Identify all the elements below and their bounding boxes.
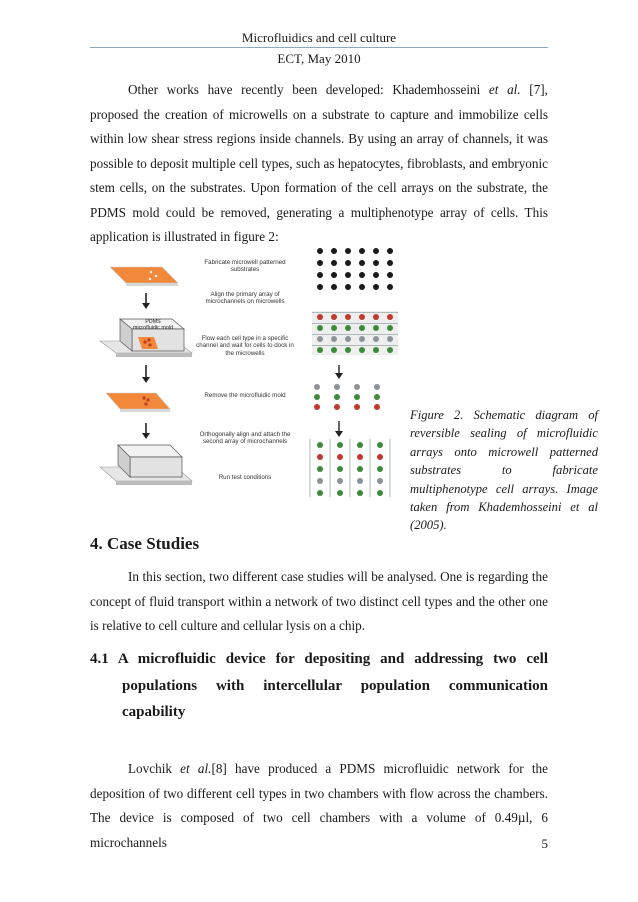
docked-cell <box>331 325 337 331</box>
microwell-dot <box>387 248 393 254</box>
docked-cell <box>345 347 351 353</box>
docked-cell <box>359 347 365 353</box>
array-cell <box>374 384 380 390</box>
microwell-dot <box>387 284 393 290</box>
array-cell <box>337 466 343 472</box>
channel-cell-rows <box>312 311 398 355</box>
docked-cell <box>387 336 393 342</box>
channel-band <box>312 311 398 355</box>
microwell-dot <box>331 248 337 254</box>
figure-step-2: Align the primary array of microchannels on microwells <box>205 291 285 306</box>
microwell-dot <box>373 260 379 266</box>
pdms-mold-label: PDMS microfluidic mold <box>132 319 174 332</box>
docked-cell <box>387 347 393 353</box>
array-cell <box>317 442 323 448</box>
docked-cell <box>345 336 351 342</box>
running-header-date: ECT, May 2010 <box>277 51 361 66</box>
docked-cell <box>331 314 337 320</box>
array-cell <box>354 394 360 400</box>
array-cell <box>354 404 360 410</box>
docked-cell <box>373 347 379 353</box>
flow-arrows-left <box>142 293 150 439</box>
array-cell <box>357 454 363 460</box>
array-cell <box>377 454 383 460</box>
docked-cell <box>373 325 379 331</box>
microwell-dot <box>331 260 337 266</box>
docked-cell <box>359 325 365 331</box>
page-number: 5 <box>541 836 548 851</box>
subsection-heading-line-1: 4.1 A microfluidic device for depositing and addressing two cell <box>90 651 548 667</box>
microwell-dot <box>317 284 323 290</box>
intro-paragraph: Other works have recently been developed: Khademhosseini et al. [7], proposed the creation of microwells on a substrate to capture and immobilize cells within low shear stress regions inside channels. By using an array of channels, it was possible to deposit multiple cell types, such as hepatocytes, fibroblasts, and embryonic stem cells, on the substrates. Upon formation of the cell arrays on the substrate, the PDMS mold could be removed, generating a multiphenotype array of cells. This application is illustrated in figure 2: <box>90 82 548 244</box>
microwell-dot <box>359 260 365 266</box>
docked-cell <box>317 325 323 331</box>
docked-cell <box>317 336 323 342</box>
array-cell <box>374 404 380 410</box>
array-cell <box>334 394 340 400</box>
array-cell <box>337 442 343 448</box>
array-cell <box>337 454 343 460</box>
figure-step-5: Orthogonally align and attach the second array of microchannels <box>199 431 291 446</box>
substrate-plate <box>110 267 178 286</box>
figure-caption: Figure 2. Schematic diagram of reversible sealing of microfluidic arrays onto microwell patterned substrates to fabricate multiphenotype cell arrays. Image taken from Khademhosseini et al (2005). <box>410 408 598 533</box>
subsection-heading <box>90 646 548 726</box>
array-cell <box>377 478 383 484</box>
microwell-dot <box>359 248 365 254</box>
running-header-title: Microfluidics and cell culture <box>241 30 397 45</box>
array-cell <box>317 454 323 460</box>
docked-cell <box>387 314 393 320</box>
docked-cell <box>387 325 393 331</box>
microwell-dot <box>373 272 379 278</box>
array-cell <box>357 466 363 472</box>
figure-2-schematic <box>96 245 400 500</box>
array-cell <box>337 478 343 484</box>
docked-cell <box>345 314 351 320</box>
second-mold-assembly <box>100 445 192 485</box>
array-cell <box>357 490 363 496</box>
microwell-dot <box>387 260 393 266</box>
array-cell <box>377 442 383 448</box>
docked-cell <box>359 314 365 320</box>
microwell-dot <box>373 248 379 254</box>
array-cell <box>314 394 320 400</box>
figure-2-drawing <box>96 245 400 500</box>
flow-arrows-right <box>335 365 343 437</box>
figure-step-6: Run test conditions <box>218 474 272 481</box>
figure-step-1: Fabricate microwell patterned substrates <box>204 259 286 274</box>
docked-cell <box>317 347 323 353</box>
array-cell <box>317 478 323 484</box>
array-cell <box>314 404 320 410</box>
microwell-dot <box>345 272 351 278</box>
header-rule <box>90 47 548 48</box>
microwell-dot <box>317 260 323 266</box>
array-cell <box>374 394 380 400</box>
array-cell <box>334 384 340 390</box>
array-cell <box>317 490 323 496</box>
docked-cell <box>373 336 379 342</box>
microwell-dot-array <box>317 248 393 290</box>
docked-cell <box>345 325 351 331</box>
subsection-heading-line-3: capability <box>122 704 186 720</box>
figure-step-4: Remove the microfluidic mold <box>204 392 286 399</box>
array-cell <box>377 490 383 496</box>
microwell-dot <box>331 284 337 290</box>
microwell-dot <box>359 284 365 290</box>
substrate-with-cells <box>106 393 170 412</box>
subsection-heading-line-2: populations with intercellular population communication <box>122 677 548 694</box>
array-cell <box>337 490 343 496</box>
array-cell <box>317 466 323 472</box>
microwell-dot <box>387 272 393 278</box>
microwell-dot <box>345 260 351 266</box>
docked-cell <box>359 336 365 342</box>
section-heading: 4. Case Studies <box>90 534 200 553</box>
microwell-dot <box>331 272 337 278</box>
array-cell <box>354 384 360 390</box>
array-cell <box>314 384 320 390</box>
microwell-dot <box>373 284 379 290</box>
cell-column-arrays <box>310 384 390 497</box>
array-cell <box>357 442 363 448</box>
docked-cell <box>331 336 337 342</box>
microwell-dot <box>317 248 323 254</box>
array-cell <box>357 478 363 484</box>
figure-step-3: Flow each cell type in a specific channel and wait for cells to dock in the microwells <box>196 335 294 357</box>
array-cell <box>334 404 340 410</box>
docked-cell <box>317 314 323 320</box>
microwell-dot <box>359 272 365 278</box>
docked-cell <box>331 347 337 353</box>
microwell-dot <box>317 272 323 278</box>
microwell-dot <box>345 248 351 254</box>
section-paragraph: In this section, two different case studies will be analysed. One is regarding the concept of fluid transport within a network of two distinct cell types and the other one is relative to cell culture and cellular lysis on a chip. <box>90 569 548 633</box>
microwell-dot <box>345 284 351 290</box>
array-cell <box>377 466 383 472</box>
lovchik-paragraph: Lovchik et al.[8] have produced a PDMS microfluidic network for the deposition of two different cell types in two chambers with flow across the chambers. The device is composed of two cell chambers with a volume of 0.49µl, 6 microchannels <box>90 761 549 850</box>
docked-cell <box>373 314 379 320</box>
